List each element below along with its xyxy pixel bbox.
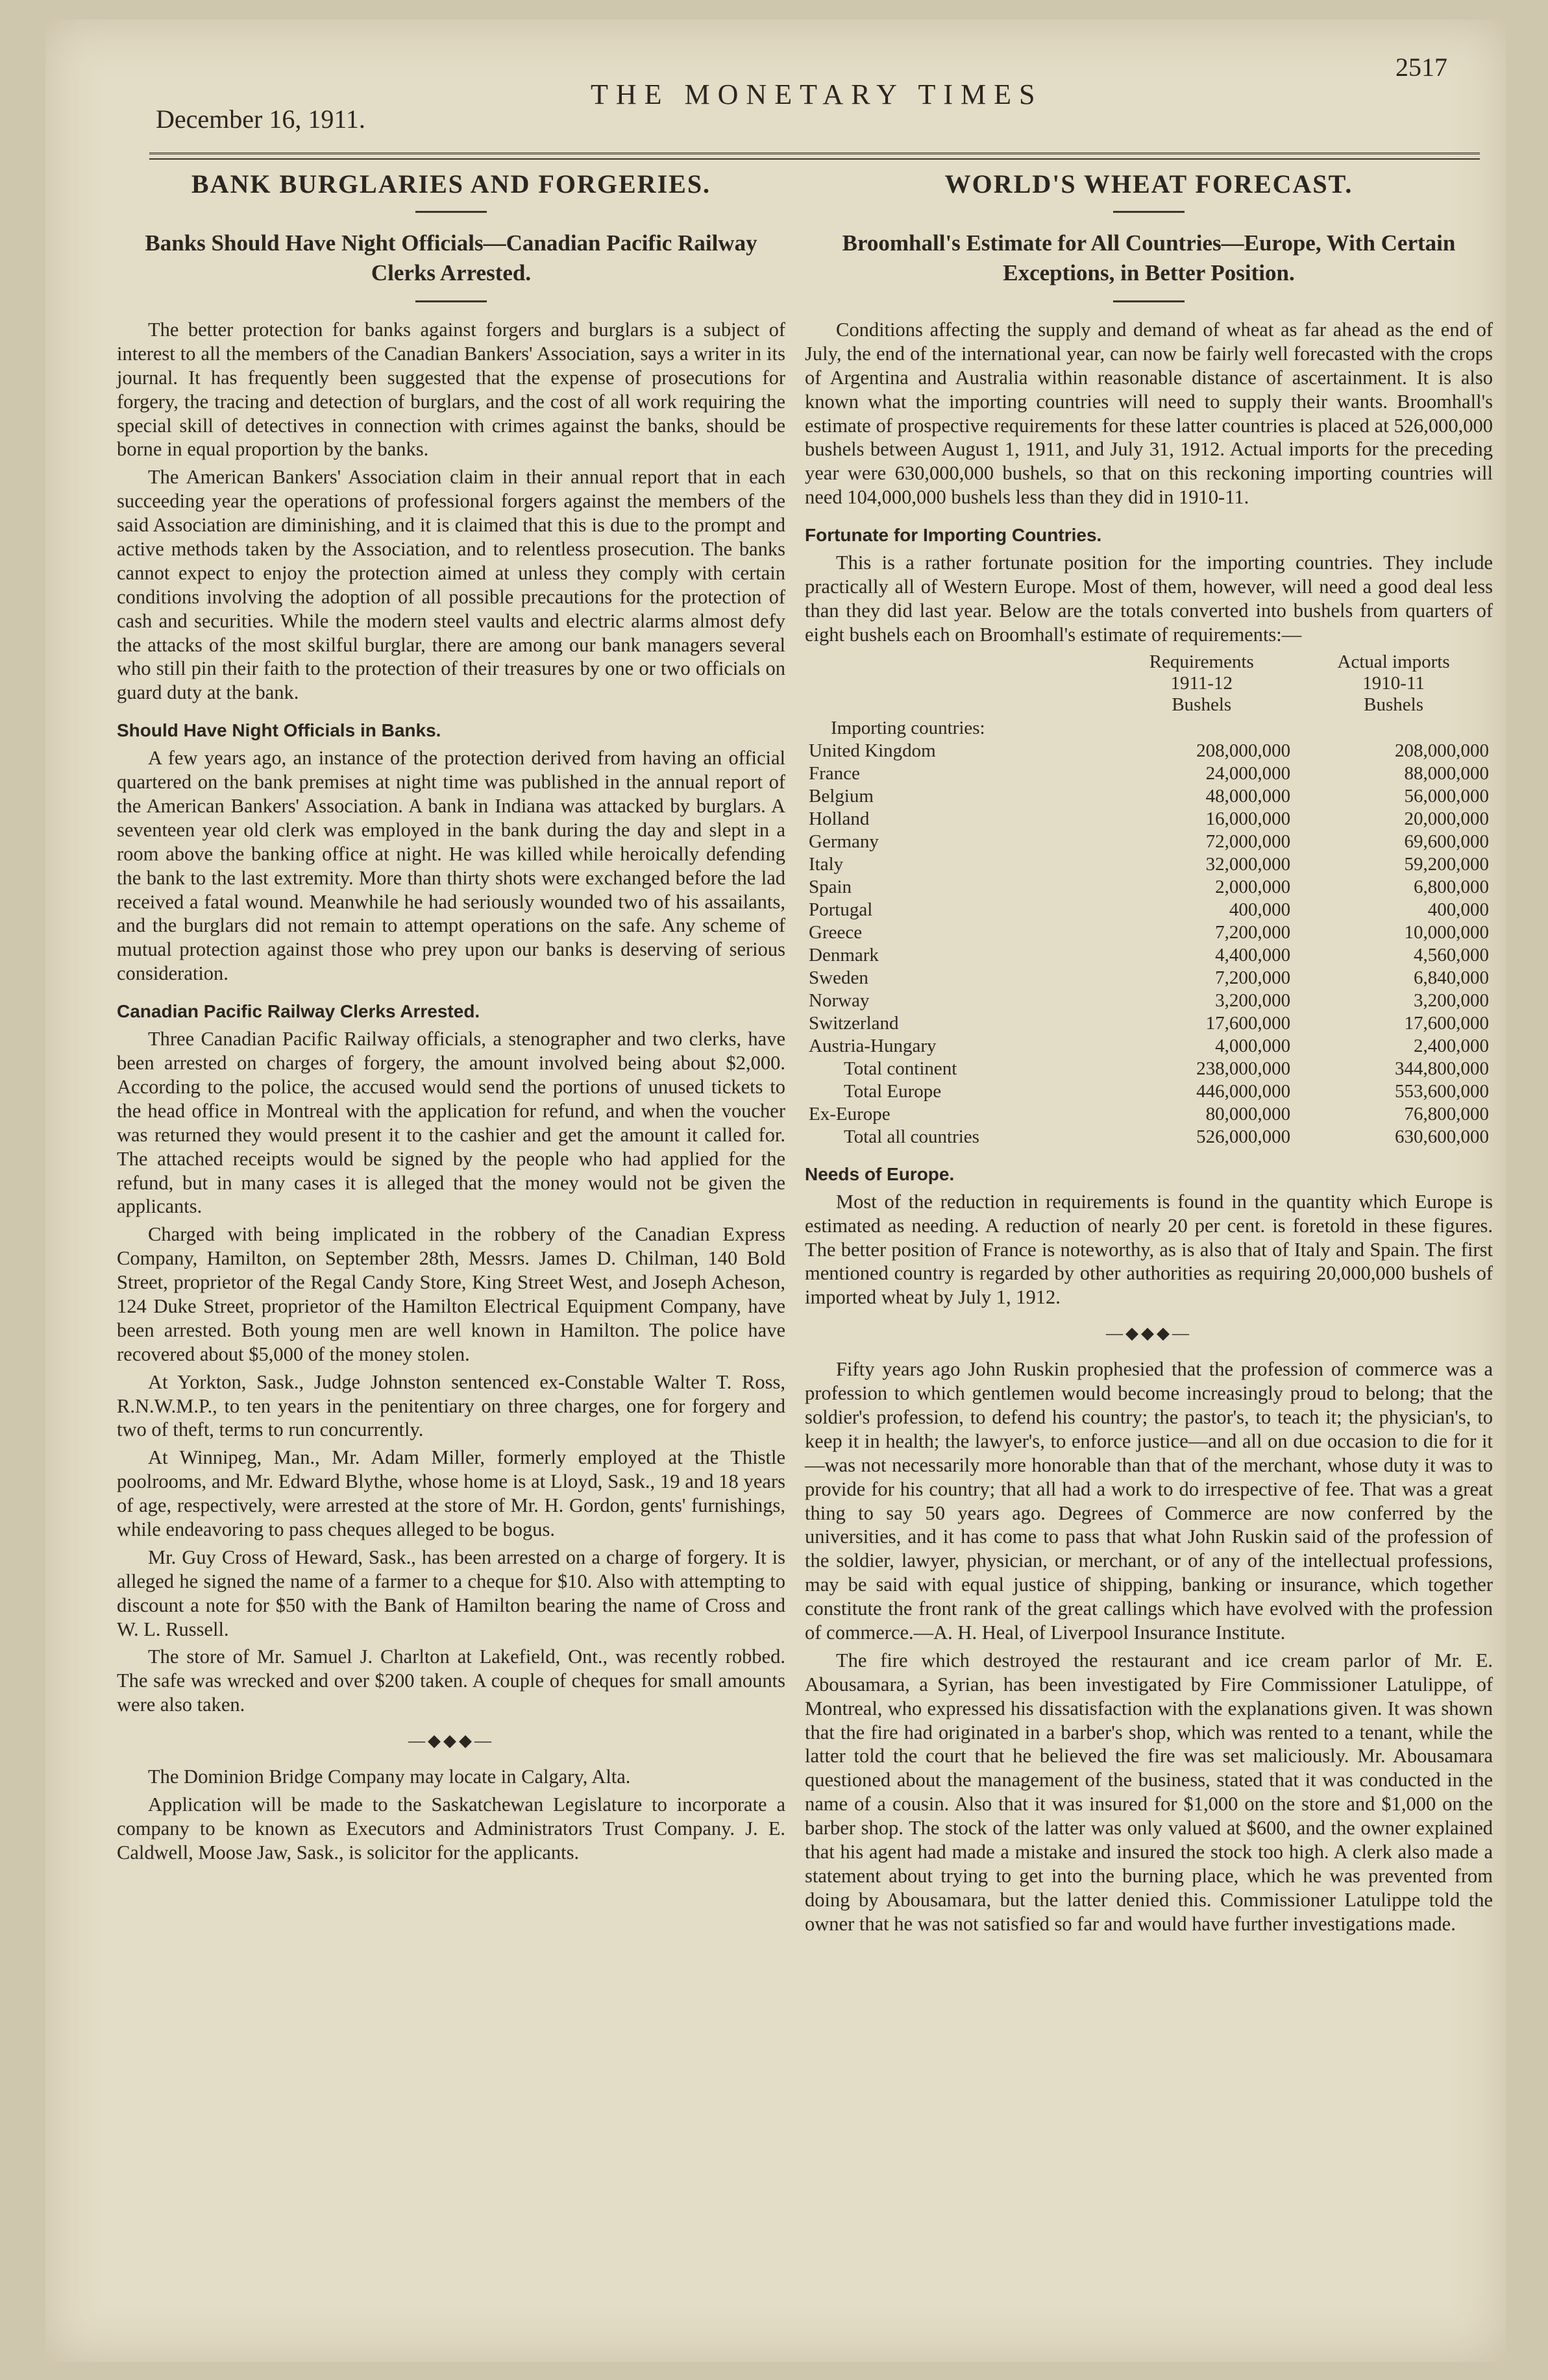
masthead: [110, 32, 1460, 162]
article-subhead: Broomhall's Estimate for All Countries—Europe, With Certain Exceptions, in Better Position.: [842, 230, 1456, 285]
actual-imports-cell: 10,000,000: [1404, 921, 1489, 943]
table-row: [805, 785, 1493, 808]
paragraph: Mr. Guy Cross of Heward, Sask., has been arrested on a charge of forgery. It is alleged he signed the name of a farmer to a cheque for $10. Also with attempting to discount a note for $50 with the Bank of Hamilton bearing the name of Cross and W. L. Russell.: [117, 1546, 785, 1640]
paragraph: At Winnipeg, Man., Mr. Adam Miller, formerly employed at the Thistle poolrooms, and Mr. Edward Blythe, whose home is at Lloyd, Sask., 19 and 18 years of age, respectively, were arrested at the store of Mr. H. Gordon, gents' furnishings, while endeavoring to pass cheques alleged to be bogus.: [117, 1446, 785, 1540]
table-row: [805, 899, 1493, 921]
country-cell: Total continent: [844, 1058, 957, 1079]
country-cell: Denmark: [809, 944, 879, 965]
actual-imports-cell: 59,200,000: [1404, 853, 1489, 875]
requirements-cell: 526,000,000: [1196, 1126, 1291, 1147]
newspaper-page: [45, 19, 1506, 2362]
requirements-cell: 17,600,000: [1205, 1012, 1291, 1034]
actual-imports-cell: 20,000,000: [1404, 808, 1489, 829]
requirements-cell: 48,000,000: [1205, 785, 1291, 807]
table-row: [805, 876, 1493, 899]
divider: [1113, 211, 1185, 213]
table-header-row: [805, 651, 1493, 717]
requirements-cell: 24,000,000: [1205, 762, 1291, 784]
country-cell: Total all countries: [844, 1126, 979, 1147]
paragraph: The fire which destroyed the restaurant and ice cream parlor of Mr. E. Abousamara, a Syrian, has been investigated by Fire Commissioner Latulippe, of Montreal, who expressed his dissatisfaction with the explanations given. It was shown that the fire had originated in a barber's shop, which was rented to a tenant, while the latter told the court that he believed the fire was set maliciously. Mr. Abousamara questioned about the management of the business, stated that it was conducted in the name of a cousin. Also that it was insured for $1,000 on the store and $1,000 on the barber shop. The stock of the latter was only valued at $600, and the owner explained that his agent had made a mistake and insured the stock too high. A clerk also made a statement about trying to get into the burning place, which he was prevented from doing by Abousamara, but the latter denied this. Commissioner Latulippe told the owner that he was not satisfied so far and would have further investigations made.: [805, 1649, 1493, 1935]
actual-imports-cell: 2,400,000: [1414, 1035, 1489, 1056]
table-row: [805, 831, 1493, 853]
actual-imports-cell: 17,600,000: [1404, 1012, 1489, 1034]
table-row: [805, 944, 1493, 967]
requirements-cell: 7,200,000: [1215, 921, 1291, 943]
country-cell: Norway: [809, 990, 870, 1011]
actual-imports-cell: 56,000,000: [1404, 785, 1489, 807]
page-number: 2517: [1395, 53, 1447, 82]
table-row: [805, 853, 1493, 876]
article-headline: BANK BURGLARIES AND FORGERIES.: [191, 169, 711, 199]
paragraph: The Dominion Bridge Company may locate in Calgary, Alta.: [148, 1766, 631, 1788]
paragraph: Charged with being implicated in the robbery of the Canadian Express Company, Hamilton, on September 28th, Messrs. James D. Chilman, 140 Bold Street, proprietor of the Regal Candy Store, King Street West, and Joseph Acheson, 124 Duke Street, proprietor of the Hamilton Electrical Equipment Company, have been arrested. Both young men are well known in Hamilton. The police have recovered about $5,000 of the money stolen.: [117, 1223, 785, 1365]
requirements-cell: 72,000,000: [1205, 831, 1291, 852]
requirements-cell: 4,000,000: [1215, 1035, 1291, 1056]
divider: [1113, 300, 1185, 302]
actual-imports-cell: 400,000: [1427, 899, 1489, 920]
table-row: [805, 740, 1493, 762]
country-cell: Belgium: [809, 785, 874, 807]
section-heading: Canadian Pacific Railway Clerks Arrested.: [117, 1001, 480, 1022]
paragraph: Fifty years ago John Ruskin prophesied that the profession of commerce was a profession to which gentlemen would become increasingly proud to belong; that the soldier's profession, to defend his country; the pastor's, to teach it; the physician's, to keep it in health; the lawyer's, to enforce justice—and all on due occasion to die for it—was not necessarily more honorable than that of the merchant, whose duty it was to provide for his country; that all had a work to do irrespective of fee. That was a great thing to say 50 years ago. Degrees of Commerce are now conferred by the universities, and it has come to pass that what John Ruskin said of the profession of the soldier, lawyer, physician, or merchant, or of any of the intellectual professions, may be said with equal justice of shipping, banking or insurance, which together constitute the front rank of the great callings which have evolved with the profession of commerce.—A. H. Heal, of Liverpool Insurance Institute.: [805, 1358, 1493, 1644]
country-cell: Spain: [809, 876, 852, 897]
actual-imports-cell: 88,000,000: [1404, 762, 1489, 784]
requirements-cell: 238,000,000: [1196, 1058, 1291, 1079]
paragraph: Most of the reduction in requirements is found in the quantity which Europe is estimated as needing. A reduction of nearly 20 per cent. is foretold in these figures. The better position of France is noteworthy, as is also that of Italy and Spain. The first mentioned country is regarded by other authorities as requiring 20,000,000 bushels of imported wheat by July 1, 1912.: [805, 1190, 1493, 1309]
article-headline: WORLD'S WHEAT FORECAST.: [944, 169, 1353, 199]
actual-imports-cell: 630,600,000: [1395, 1126, 1489, 1147]
table-row: [805, 921, 1493, 944]
ornament-divider: —◆◆◆—: [408, 1731, 494, 1751]
requirements-cell: 7,200,000: [1215, 967, 1291, 988]
column-header-country: [805, 651, 1109, 717]
actual-imports-cell: 344,800,000: [1395, 1058, 1489, 1079]
requirements-cell: 80,000,000: [1205, 1103, 1291, 1124]
table-row: [805, 1080, 1493, 1103]
paragraph: The store of Mr. Samuel J. Charlton at Lakefield, Ont., was recently robbed. The safe was wrecked and over $200 taken. A couple of cheques for small amounts were also taken.: [117, 1645, 785, 1716]
country-cell: Austria-Hungary: [809, 1035, 937, 1056]
table-row: [805, 762, 1493, 785]
country-cell: Sweden: [809, 967, 868, 988]
publication-title: THE MONETARY TIMES: [591, 79, 1043, 110]
table-row: [805, 990, 1493, 1012]
country-cell: Italy: [809, 853, 844, 875]
country-cell: Switzerland: [809, 1012, 899, 1034]
actual-imports-cell: 69,600,000: [1404, 831, 1489, 852]
requirements-cell: 400,000: [1229, 899, 1291, 920]
paragraph: Application will be made to the Saskatchewan Legislature to incorporate a company to be known as Executors and Administrators Trust Company. J. E. Caldwell, Moose Jaw, Sask., is solicitor for the applicants.: [117, 1793, 785, 1864]
paragraph: The American Bankers' Association claim in their annual report that in each succeeding year the operations of professional forgers against the members of the said Association are diminishing, and it is claimed that this is due to the prompt and active methods taken by the Association, and to relentless prosecution. The banks cannot expect to enjoy the protection aimed at unless they comply with certain conditions involving the adoption of all possible precautions for the protection of cash and securities. While the modern steel vaults and electric alarms almost defy the attacks of the most skilful burglar, there are among our bank managers several who still pin their faith to the protection of their treasures by one or two officials on guard duty at the bank.: [117, 466, 785, 704]
divider: [415, 300, 487, 302]
table-row: [805, 1035, 1493, 1058]
column-header-requirements: Requirements 1911-12 Bushels: [1149, 651, 1254, 716]
actual-imports-cell: 208,000,000: [1395, 740, 1489, 761]
paragraph: Three Canadian Pacific Railway officials, a stenographer and two clerks, have been arrested on charges of forgery, the amount involved being about $2,000. According to the police, the accused would send the portions of unused tickets to the head office in Montreal with the application for refund, and when the voucher was returned they would present it to the cashier and get the amount it called for. The attached receipts would be signed by the people who had applied for the refund, but in many cases it is alleged that the money would not be given the applicants.: [117, 1028, 785, 1218]
country-cell: Total Europe: [844, 1080, 942, 1102]
left-column: [117, 156, 785, 1869]
actual-imports-cell: 6,800,000: [1414, 876, 1489, 897]
divider: [415, 211, 487, 213]
actual-imports-cell: 4,560,000: [1414, 944, 1489, 965]
requirements-cell: 208,000,000: [1196, 740, 1291, 761]
country-cell: Portugal: [809, 899, 873, 920]
table-body: [805, 740, 1493, 1148]
table-row: [805, 1103, 1493, 1126]
paragraph: At Yorkton, Sask., Judge Johnston sentenced ex-Constable Walter T. Ross, R.N.W.M.P., to ten years in the penitentiary on three charges, one for forgery and two of theft, terms to run concurrently.: [117, 1370, 785, 1441]
paragraph: Conditions affecting the supply and demand of wheat as far ahead as the end of July, the end of the international year, can now be fairly well forecasted with the crops of Argentina and Australia within reasonable distance of ascertainment. It is also known what the importing countries will need to supply their wants. Broomhall's estimate of prospective requirements for these latter countries is placed at 526,000,000 bushels between August 1, 1911, and July 31, 1912. Actual imports for the preceding year were 630,000,000 bushels, so that on this reckoning importing countries will need 104,000,000 bushels less than they did in 1910-11.: [805, 319, 1493, 509]
paragraph: A few years ago, an instance of the protection derived from having an official quartered on the bank premises at night time was published in the annual report of the American Bankers' Association. A bank in Indiana was attacked by burglars. A seventeen year old clerk was employed in the bank during the day and slept in a room above the banking office at night. He was killed while heroically defending the bank to the last extremity. More than thirty shots were exchanged before the lad received a fatal wound. Meanwhile he had seriously wounded two of his assailants, and the burglars did not remain to attempt operations on the safe. Any scheme of mutual protection against those who prey upon our banks is deserving of serious consideration.: [117, 747, 785, 985]
table-row: [805, 808, 1493, 831]
table-row: [805, 1126, 1493, 1148]
row-label: Importing countries:: [831, 717, 985, 738]
country-cell: Holland: [809, 808, 870, 829]
wheat-requirements-table: [805, 651, 1493, 1148]
section-heading: Should Have Night Officials in Banks.: [117, 720, 441, 741]
country-cell: Germany: [809, 831, 879, 852]
ornament-divider: —◆◆◆—: [1106, 1324, 1192, 1343]
paragraph: This is a rather fortunate position for the importing countries. They include practically all of Western Europe. Most of them, however, will need a good deal less than they did last year. Below are the totals converted into bushels from quarters of eight bushels each on Broomhall's estimate of requirements:—: [805, 552, 1493, 646]
column-header-actual-imports: Actual imports 1910-11 Bushels: [1337, 651, 1450, 716]
right-column: [805, 156, 1493, 1940]
requirements-cell: 32,000,000: [1205, 853, 1291, 875]
actual-imports-cell: 3,200,000: [1414, 990, 1489, 1011]
country-cell: United Kingdom: [809, 740, 936, 761]
requirements-cell: 3,200,000: [1215, 990, 1291, 1011]
paragraph: The better protection for banks against forgers and burglars is a subject of interest to all the members of the Canadian Bankers' Association, says a writer in its journal. It has frequently been suggested that the expense of prosecutions for forgery, the tracing and detection of burglars, and the cost of all work requiring the special skill of detectives in connection with crimes against the banks, should be borne in equal proportion by the banks.: [117, 319, 785, 461]
requirements-cell: 4,400,000: [1215, 944, 1291, 965]
actual-imports-cell: 553,600,000: [1395, 1080, 1489, 1102]
actual-imports-cell: 6,840,000: [1414, 967, 1489, 988]
country-cell: Ex-Europe: [809, 1103, 891, 1124]
issue-date: December 16, 1911.: [156, 104, 365, 134]
table-label-row: [805, 717, 1493, 740]
section-heading: Fortunate for Importing Countries.: [805, 525, 1102, 546]
requirements-cell: 2,000,000: [1215, 876, 1291, 897]
requirements-cell: 16,000,000: [1205, 808, 1291, 829]
country-cell: France: [809, 762, 860, 784]
actual-imports-cell: 76,800,000: [1404, 1103, 1489, 1124]
table-row: [805, 1012, 1493, 1035]
table-row: [805, 967, 1493, 990]
country-cell: Greece: [809, 921, 863, 943]
section-heading: Needs of Europe.: [805, 1163, 955, 1184]
article-subhead: Banks Should Have Night Officials—Canadian Pacific Railway Clerks Arrested.: [145, 230, 757, 285]
requirements-cell: 446,000,000: [1196, 1080, 1291, 1102]
table-row: [805, 1058, 1493, 1080]
